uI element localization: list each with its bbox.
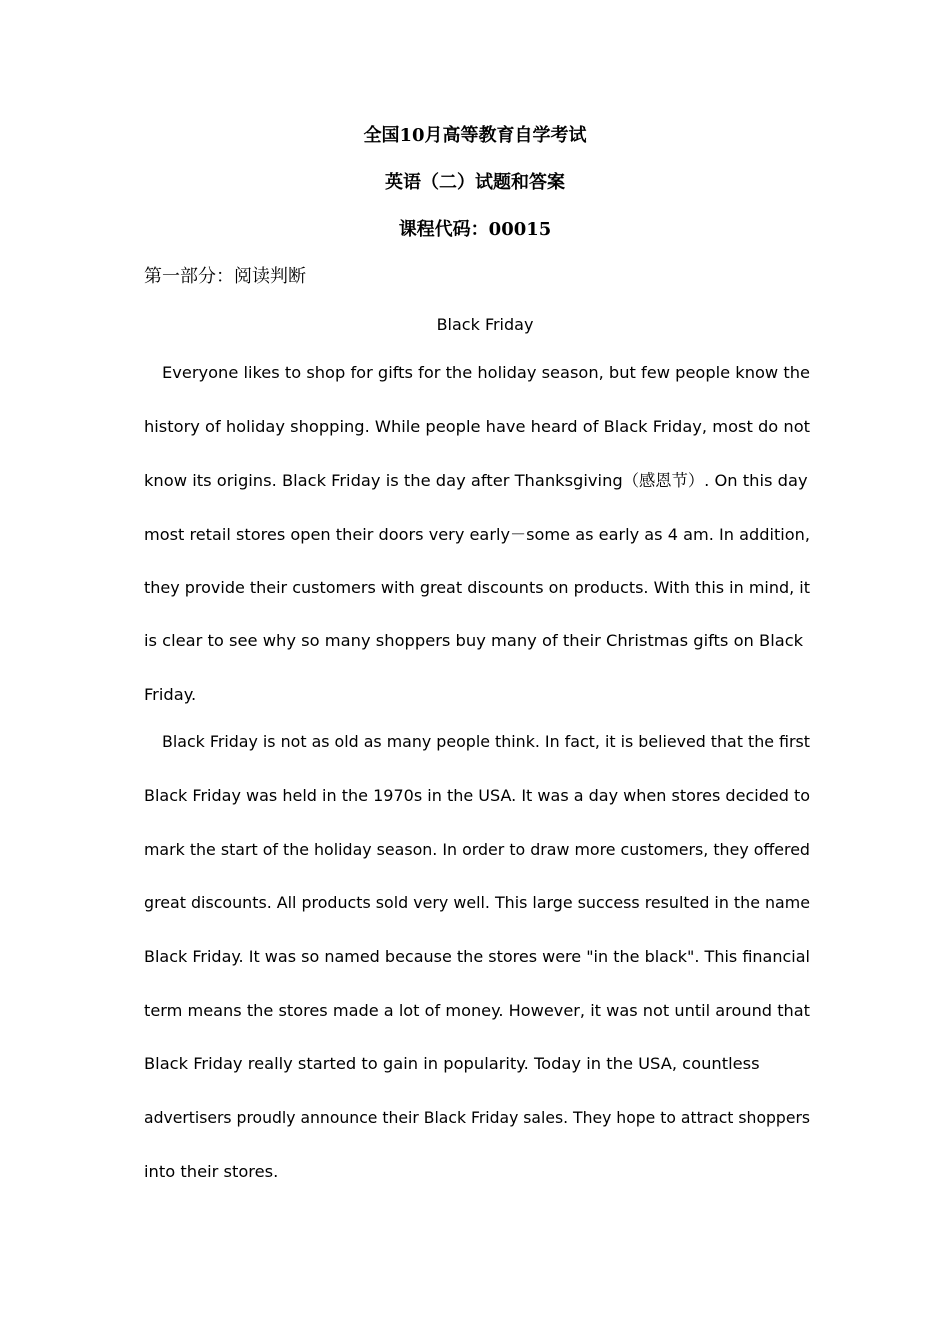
article-title: Black Friday (436, 315, 534, 334)
paragraph2-line: into their stores. (144, 1162, 279, 1181)
section-label: 第一部分：阅读判断 (144, 266, 306, 287)
paragraph2-line: mark the start of the holiday season. In order to draw more customers, they offered (144, 840, 810, 859)
paragraph1-line: history of holiday shopping. While people have heard of Black Friday, most do not (144, 417, 811, 436)
paragraph1-line: Everyone likes to shop for gifts for the holiday season, but few people know the (162, 363, 810, 382)
course-code: 课程代码：00015 (398, 219, 552, 240)
exam-title: 全国10月高等教育自学考试 (363, 125, 587, 146)
paragraph2-line: Black Friday is not as old as many people think. In fact, it is believed that the first (162, 732, 810, 751)
paragraph2-line: Black Friday really started to gain in popularity. Today in the USA, countless (144, 1054, 760, 1073)
paragraph2-line: advertisers proudly announce their Black Friday sales. They hope to attract shoppers (144, 1108, 811, 1127)
paragraph2-line: term means the stores made a lot of money. However, it was not until around that (144, 1001, 810, 1020)
paragraph1-line: they provide their customers with great discounts on products. With this in mind, it (144, 578, 810, 597)
paragraph1-line: is clear to see why so many shoppers buy many of their Christmas gifts on Black (144, 631, 804, 650)
exam-subtitle: 英语（二）试题和答案 (385, 172, 565, 193)
paragraph2-line: Black Friday. It was so named because the stores were "in the black". This financial (144, 947, 810, 966)
paragraph1-line: know its origins. Black Friday is the day after Thanksgiving（感恩节）. On this day (144, 471, 808, 490)
paragraph1-line: Friday. (144, 685, 197, 704)
paragraph2-line: Black Friday was held in the 1970s in the USA. It was a day when stores decided to (144, 786, 811, 805)
paragraph2-line: great discounts. All products sold very well. This large success resulted in the name (144, 893, 810, 912)
paragraph1-line: most retail stores open their doors very early－some as early as 4 am. In addition, (144, 525, 811, 544)
